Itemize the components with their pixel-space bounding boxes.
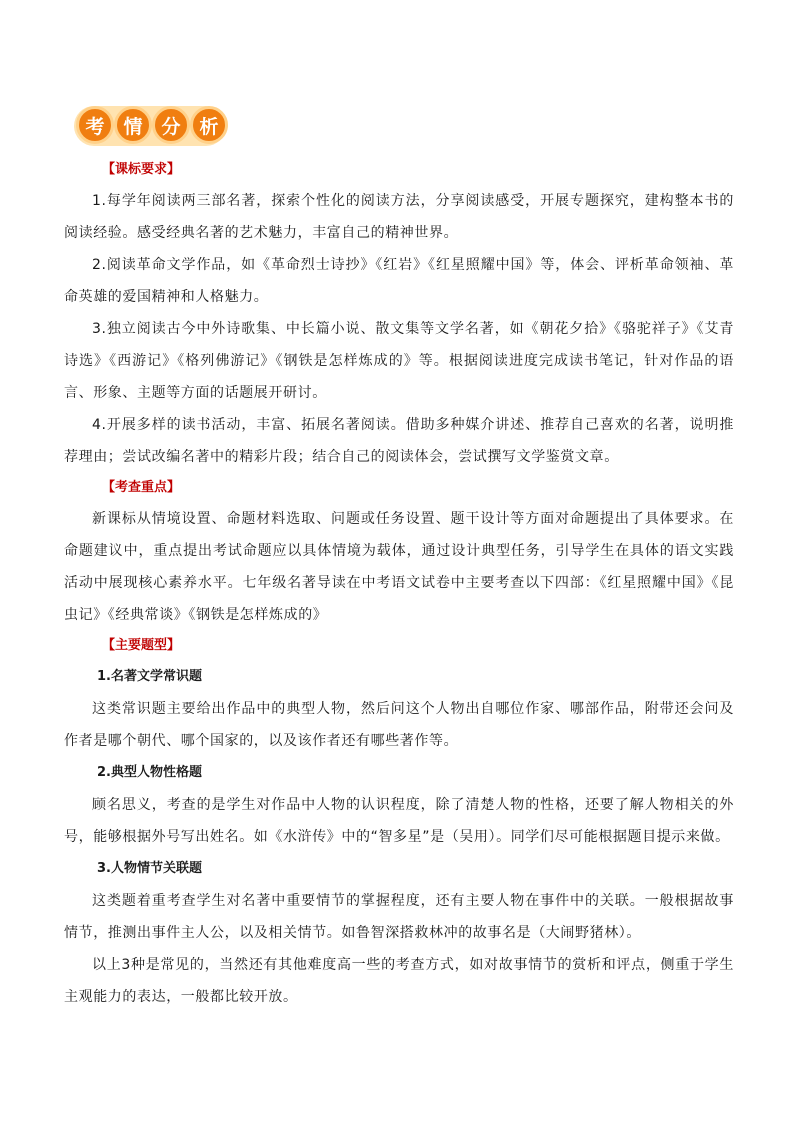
curriculum-paragraph-3: 3.独立阅读古今中外诗歌集、中长篇小说、散文集等文学名著，如《朝花夕拾》《骆驼祥子》《艾青诗选》《西游记》《格列佛游记》《钢铁是怎样炼成的》等。根据阅读进度完成读书笔记，针对作品的语言、形象、主题等方面的话题展开研讨。 <box>64 321 734 401</box>
section-banner-analysis <box>74 102 234 150</box>
section-title-curriculum: 【课标要求】 <box>102 162 181 177</box>
type-heading-3: 3.人物情节关联题 <box>97 861 202 876</box>
type-body-3: 这类题着重考查学生对名著中重要情节的掌握程度，还有主要人物在事件中的关联。一般根据故事情节，推测出事件主人公，以及相关情节。如鲁智深搭救林冲的故事名是（大闹野猪林）。 <box>64 893 734 941</box>
curriculum-paragraph-4: 4.开展多样的读书活动，丰富、拓展名著阅读。借助多种媒介讲述、推荐自己喜欢的名著，说明推荐理由；尝试改编名著中的精彩片段；结合自己的阅读体会，尝试撰写文学鉴赏文章。 <box>64 417 734 465</box>
banner-char-3: 分 <box>152 106 190 144</box>
type-body-2: 顾名思义，考查的是学生对作品中人物的认识程度，除了清楚人物的性格，还要了解人物相关的外号，能够根据外号写出姓名。如《水浒传》中的“智多星”是（吴用）。同学们尽可能根据题目提示来做。 <box>64 797 734 845</box>
section-title-focus: 【考查重点】 <box>102 480 181 495</box>
banner-badges <box>76 102 228 144</box>
type-heading-2: 2.典型人物性格题 <box>97 765 202 780</box>
document-content <box>64 155 734 1013</box>
types-closing-paragraph: 以上3种是常见的，当然还有其他难度高一些的考查方式，如对故事情节的赏析和评点，侧重于学生主观能力的表达，一般都比较开放。 <box>64 957 734 1005</box>
curriculum-paragraph-1: 1.每学年阅读两三部名著，探索个性化的阅读方法，分享阅读感受，开展专题探究，建构整本书的阅读经验。感受经典名著的艺术魅力，丰富自己的精神世界。 <box>64 193 734 241</box>
type-body-1: 这类常识题主要给出作品中的典型人物，然后问这个人物出自哪位作家、哪部作品，附带还会问及作者是哪个朝代、哪个国家的，以及该作者还有哪些著作等。 <box>64 701 734 749</box>
section-title-types: 【主要题型】 <box>102 638 181 653</box>
focus-paragraph: 新课标从情境设置、命题材料选取、问题或任务设置、题干设计等方面对命题提出了具体要求。在命题建议中，重点提出考试命题应以具体情境为载体，通过设计典型任务，引导学生在具体的语文实践活动中展现核心素养水平。七年级名著导读在中考语文试卷中主要考查以下四部：《红星照耀中国》《昆虫记》《经典常谈》《钢铁是怎样炼成的》 <box>64 511 734 623</box>
type-heading-1: 1.名著文学常识题 <box>97 669 202 684</box>
curriculum-paragraph-2: 2.阅读革命文学作品，如《革命烈士诗抄》《红岩》《红星照耀中国》等，体会、评析革命领袖、革命英雄的爱国精神和人格魅力。 <box>64 257 734 305</box>
banner-char-2: 情 <box>114 106 152 144</box>
banner-char-4: 析 <box>190 106 228 144</box>
banner-char-1: 考 <box>76 106 114 144</box>
